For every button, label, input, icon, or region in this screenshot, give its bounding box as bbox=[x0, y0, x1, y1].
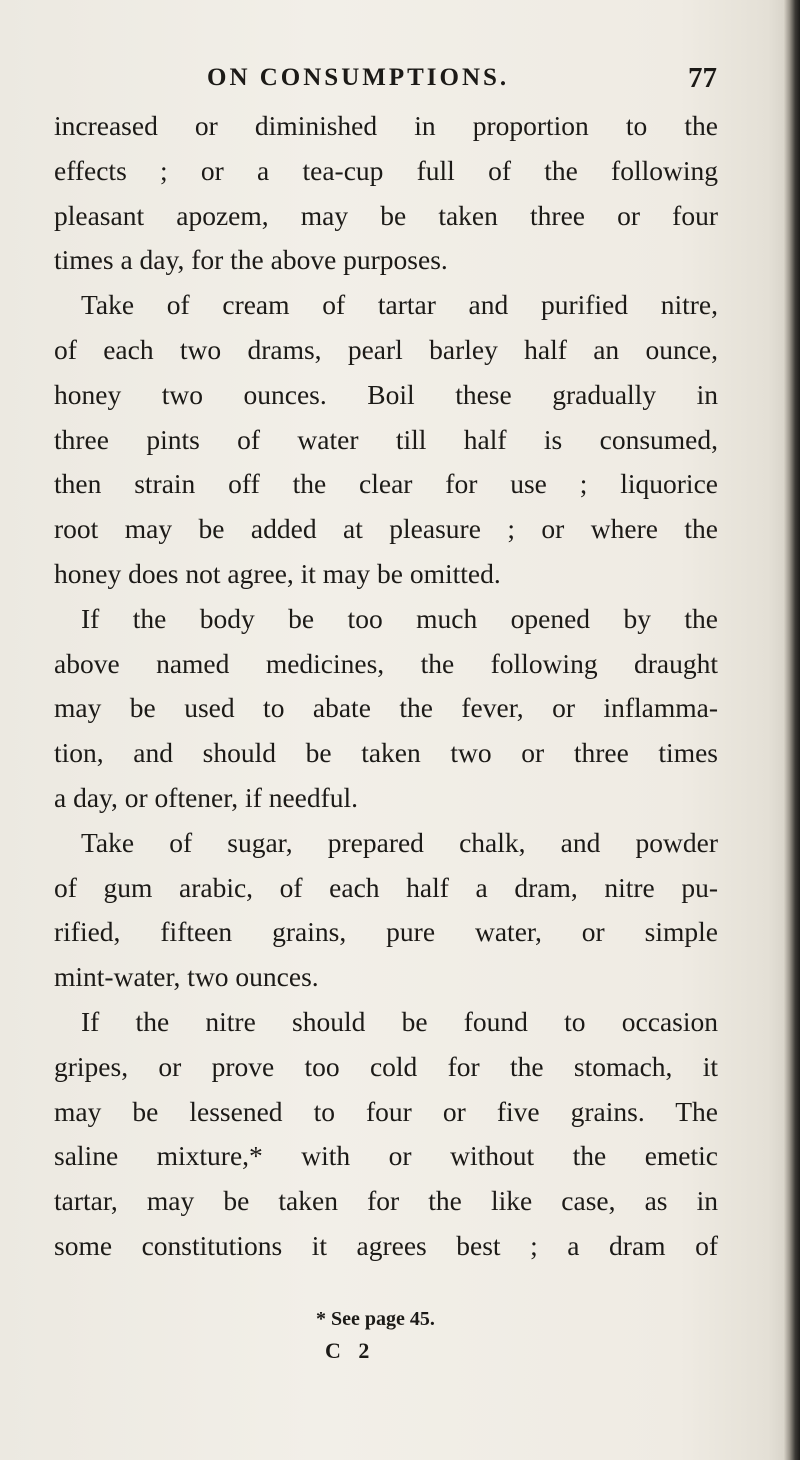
body-text bbox=[54, 104, 718, 1269]
text-line: root may be added at pleasure ; or where the bbox=[54, 513, 718, 545]
text-line: honey does not agree, it may be omitted. bbox=[54, 557, 501, 589]
text-line: If the body be too much opened by the bbox=[81, 602, 718, 634]
text-line: may be used to abate the fever, or inflamma- bbox=[54, 692, 718, 724]
text-line: tion, and should be taken two or three times bbox=[54, 737, 718, 769]
page-header bbox=[207, 64, 717, 104]
text-line: of gum arabic, of each half a dram, nitre pu- bbox=[54, 871, 718, 903]
book-spine-edge bbox=[784, 0, 800, 1460]
text-line: three pints of water till half is consumed, bbox=[54, 423, 718, 455]
text-line: tartar, may be taken for the like case, as in bbox=[54, 1185, 718, 1217]
text-line: some constitutions it agrees best ; a dram of bbox=[54, 1229, 718, 1261]
signature-mark: C 2 bbox=[325, 1338, 376, 1363]
text-line: effects ; or a tea-cup full of the following bbox=[54, 154, 718, 186]
text-line: gripes, or prove too cold for the stomach, it bbox=[54, 1050, 718, 1082]
footnote: * See page 45. bbox=[316, 1308, 435, 1330]
text-line: Take of cream of tartar and purified nitre, bbox=[81, 289, 718, 321]
text-line: a day, or oftener, if needful. bbox=[54, 781, 359, 813]
text-line: honey two ounces. Boil these gradually in bbox=[54, 378, 718, 410]
text-line: Take of sugar, prepared chalk, and powder bbox=[81, 826, 718, 858]
text-line: If the nitre should be found to occasion bbox=[81, 1005, 718, 1037]
text-line: of each two drams, pearl barley half an ounce, bbox=[54, 333, 718, 365]
text-line: may be lessened to four or five grains. The bbox=[54, 1095, 718, 1127]
text-line: times a day, for the above purposes. bbox=[54, 244, 448, 276]
text-line: above named medicines, the following draught bbox=[54, 647, 718, 679]
text-line: rified, fifteen grains, pure water, or simple bbox=[54, 916, 718, 948]
text-line: pleasant apozem, may be taken three or four bbox=[54, 199, 718, 231]
text-line: saline mixture,* with or without the emetic bbox=[54, 1140, 718, 1172]
text-line: mint-water, two ounces. bbox=[54, 961, 319, 993]
text-line: then strain off the clear for use ; liquorice bbox=[54, 468, 718, 500]
page-number: 77 bbox=[688, 62, 717, 94]
running-title: ON CONSUMPTIONS. bbox=[207, 64, 510, 91]
text-line: increased or diminished in proportion to the bbox=[54, 110, 718, 141]
